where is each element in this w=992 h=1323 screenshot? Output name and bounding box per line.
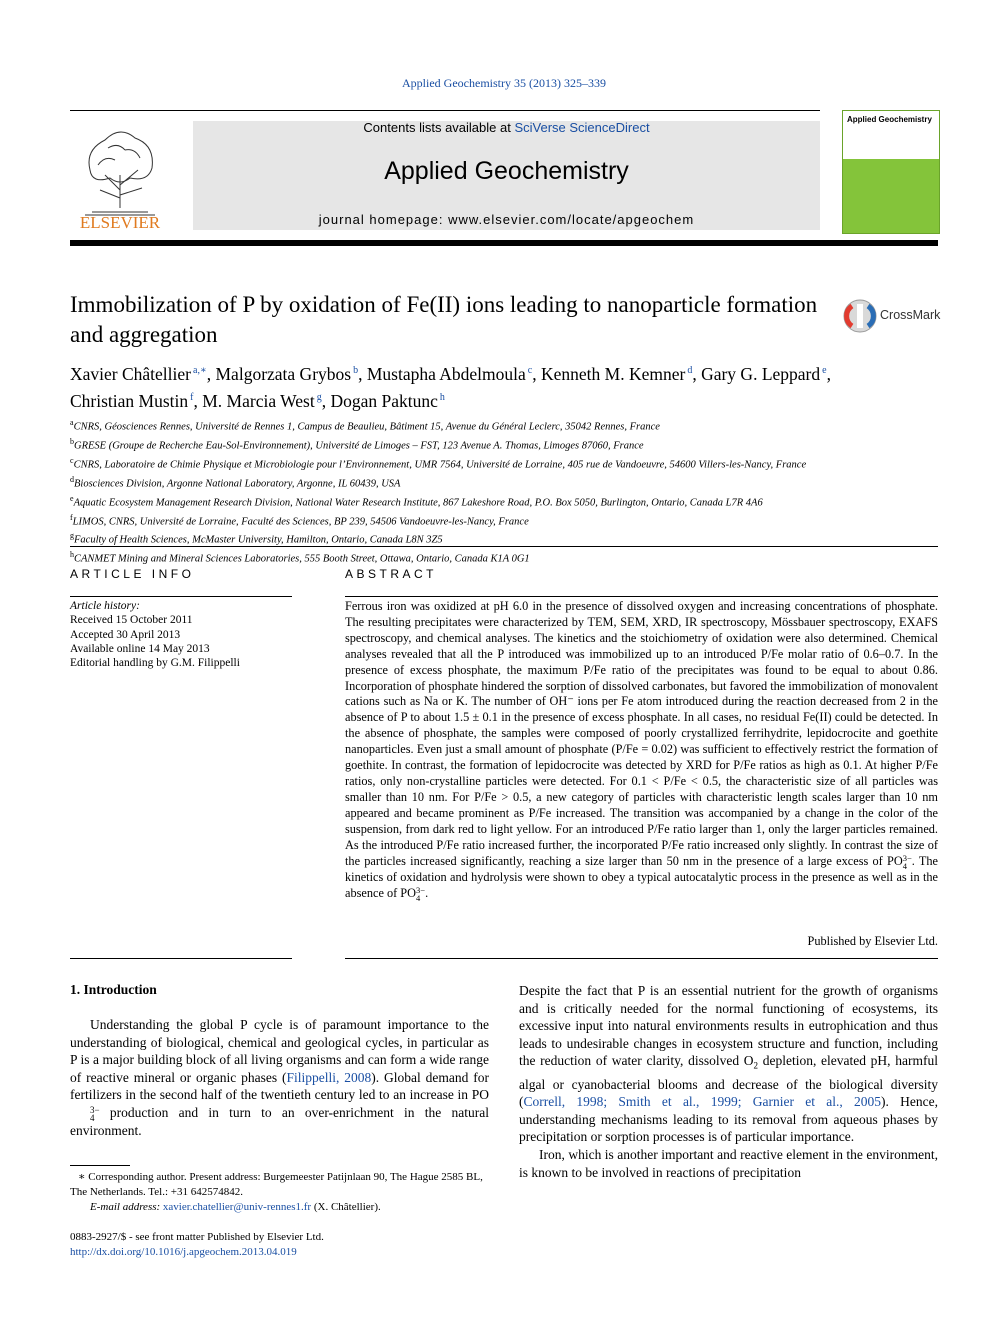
front-matter — [70, 1230, 490, 1260]
email-link[interactable]: xavier.chatellier@univ-rennes1.fr — [162, 1201, 312, 1213]
reference-link[interactable]: Filippelli, 2008 — [286, 1069, 372, 1085]
corresponding-author-footnote: ∗ Corresponding author. Present address: Burgemeester Patijnlaan 90, The Hague 2585 BL, The Netherlands. Tel.: +31 642574842. E-mail address: xavier.chatellier@univ-rennes1.fr (X. Châtellier). — [70, 1171, 483, 1213]
affiliation-marker: c — [70, 455, 74, 465]
author-affiliation-marker[interactable]: f — [190, 391, 194, 403]
affiliation-text: Faculty of Health Sciences, McMaster University, Hamilton, Ontario, Canada L8N 3Z5 — [74, 534, 443, 546]
affiliation-item — [70, 548, 940, 567]
affiliation-item — [70, 416, 940, 435]
info-rule — [70, 596, 292, 597]
affiliation-item — [70, 492, 940, 511]
affiliation-text: CNRS, Laboratoire de Chimie Physique et Microbiologie pour l’Environnement, UMR 7564, Université de Lorraine, 405 rue de Vandoeuvre, 54600 Villers-les-Nancy, France — [73, 459, 807, 471]
affiliation-list — [70, 416, 940, 567]
contents-prefix: Contents lists available at — [363, 120, 515, 135]
author-affiliation-marker[interactable]: h — [439, 391, 445, 403]
abstract-heading: ABSTRACT — [345, 567, 438, 581]
affiliation-text: Biosciences Division, Argonne National Laboratory, Argonne, IL 60439, USA — [74, 478, 401, 490]
affiliation-text: CNRS, Géosciences Rennes, Université de Rennes 1, Campus de Beaulieu, Bâtiment 15, Avenue du Général Leclerc, 35042 Rennes, France — [73, 421, 660, 433]
affiliation-item — [70, 435, 940, 454]
intro-column-2 — [519, 982, 938, 1181]
affiliation-marker: f — [70, 512, 73, 522]
accepted-date: Accepted 30 April 2013 — [70, 628, 181, 641]
elsevier-wordmark: ELSEVIER — [79, 213, 161, 232]
affiliation-marker: h — [70, 550, 74, 560]
po4-script: 3− 4 — [416, 884, 426, 903]
affiliation-marker: a — [70, 418, 74, 427]
affiliation-marker: d — [70, 474, 74, 484]
elsevier-tree-logo — [70, 120, 170, 232]
author-separator: , — [826, 363, 831, 384]
intro-paragraph-3: Iron, which is another important and reactive element in the environment, is known to be involved in reactions of precipitation — [519, 1147, 938, 1180]
author-separator: , — [206, 363, 216, 384]
online-date: Available online 14 May 2013 — [70, 642, 210, 655]
author-name[interactable]: Dogan Paktunc — [330, 390, 438, 411]
affiliation-item — [70, 473, 940, 492]
author-separator: , — [358, 363, 367, 384]
author-name[interactable]: Gary G. Leppard — [701, 363, 821, 384]
abstract-part-1: Ferrous iron was oxidized at pH 6.0 in the presence of dissolved oxygen and increasing concentrations of phosphate. The resulting precipitates were characterized by TEM, SEM, XRD, IR spectroscopy, Mössbauer spectroscopy, EXAFS spectroscopy, and chemical analyses. The kinetics and the stoichiometry of oxidation were also determined. Chemical analyses revealed that all the P introduced was immobilized up to an introduced P/Fe molar ratio of 0.6–0.7. In the presence of excess phosphate, the maximum P/Fe ratio of the precipitates was found to be equal to about 0.86. Incorporation of phosphate hindered the sorption of dissolved carbonates, but favored the immobilization of monovalent cations such as Na or K. The number of OH⁻ ions per Fe atom introduced during the reaction decreased from 2 in the absence of P to about 1.5 ± 0.1 in the presence of excess phosphate. In all cases, no residual Fe(II) could be detected. In the absence of phosphate, the samples were composed of poorly crystallized ferrihydrite, lepidocrocite and goethite nanoparticles. Even just a small amount of phosphate (P/Fe = 0.02) was sufficient to effectively restrict the formation of goethite. In contrast, the formation of lepidocrocite was detected by XRD for P/Fe ratios as high as 0.1. At higher P/Fe ratios, only non-crystalline particles were detected. For 0.1 < P/Fe < 0.5, the characteristic size of all particles was smaller than 10 nm. For P/Fe > 0.5, a new category of particles with characteristic length scales larger than 10 nm appeared and became prominent as P/Fe increased. The transition was accompanied by a change in the color of the suspension, from dark red to light yellow. For an introduced P/Fe ratio larger than 1, only the larger particles remained. As the introduced P/Fe ratio increased further, the incorporated P/Fe ratio increased only slightly. In contrast the size of the particles increased significantly, reaching a size larger than 50 nm in the presence of a large excess of PO — [345, 599, 938, 868]
abstract-rule-bottom — [345, 958, 938, 959]
contents-line — [193, 120, 820, 135]
author-affiliation-marker[interactable]: b — [353, 365, 359, 376]
journal-cover-thumbnail[interactable] — [842, 110, 940, 234]
author-name[interactable]: Mustapha Abdelmoula — [366, 363, 526, 384]
published-by: Published by Elsevier Ltd. — [807, 934, 938, 948]
abstract-part-2: . The kinetics of oxidation and hydrolysis were shown to obey a typical autocatalytic process in the presence as well as in the absence of PO — [345, 853, 938, 900]
affiliation-text: CANMET Mining and Mineral Sciences Laboratories, 555 Booth Street, Ottawa, Ontario, Canada K1A 0G1 — [74, 553, 530, 565]
editorial-handling: Editorial handling by G.M. Filippelli — [70, 657, 240, 670]
sciencedirect-link[interactable]: SciVerse ScienceDirect — [514, 120, 650, 135]
info-rule-bottom — [70, 958, 292, 959]
po4-script: 3− 4 — [902, 852, 912, 871]
author-name[interactable]: Kenneth M. Kemner — [540, 363, 686, 384]
article-title: Immobilization of P by oxidation of Fe(II) ions leading to nanoparticle formation and aggregation — [70, 292, 818, 347]
author-affiliation-marker[interactable]: g — [316, 391, 322, 403]
author-affiliation-marker[interactable]: e — [822, 365, 827, 376]
author-list — [70, 359, 940, 413]
author-separator: , — [321, 390, 331, 411]
abstract-rule — [345, 596, 938, 597]
cover-header — [843, 111, 939, 159]
affiliation-marker: g — [70, 531, 74, 541]
intro-paragraph-2: Despite the fact that P is an essential nutrient for the growth of organisms and is critically needed for the normal functioning of ecosystems, its excessive input into natural environments results in eutrophication and thus leads to undesirable changes in ecosystem structure and function, including the reduction of water clarity, dissolved $O_2$ depletion, elevated pH, harmful algal or cyanobacterial blooms and decrease of the biological diversity (Correll, 1998; Smith et al., 1999; Garnier et al., 2005). Hence, understanding mechanisms leading to its removal from aqueous phases by precipitation or sorption processes is of particular importance. — [519, 983, 938, 1145]
cover-title: Applied Geochemistry — [847, 115, 932, 124]
issn-line: 0883-2927/$ - see front matter Published by Elsevier Ltd. — [70, 1231, 324, 1243]
header-rule — [70, 110, 820, 111]
affiliation-marker: b — [70, 436, 74, 446]
affiliation-item — [70, 511, 940, 530]
author-name[interactable]: Christian Mustin — [70, 390, 189, 411]
author-name[interactable]: Xavier Châtellier — [70, 363, 191, 384]
journal-homepage[interactable]: journal homepage: www.elsevier.com/locate/apgeochem — [318, 212, 695, 227]
journal-citation[interactable]: Applied Geochemistry 35 (2013) 325–339 — [402, 76, 606, 90]
section-heading-introduction: 1. Introduction — [70, 982, 157, 997]
crossmark-icon — [842, 298, 878, 334]
article-info-heading: ARTICLE INFO — [70, 567, 195, 581]
article-history — [70, 599, 295, 670]
abstract-part-3: . — [425, 885, 429, 900]
po4-script: 3− 4 — [90, 1104, 100, 1123]
affiliation-text: LIMOS, CNRS, Université de Lorraine, Faculté des Sciences, BP 239, 54506 Vandoeuvre-les-Nancy, France — [72, 516, 529, 528]
doi-link[interactable]: http://dx.doi.org/10.1016/j.apgeochem.2013.04.019 — [70, 1246, 297, 1258]
affiliation-item — [70, 454, 940, 473]
thick-divider — [70, 240, 938, 246]
author-affiliation-marker[interactable]: c — [527, 365, 533, 376]
footnote-rule — [70, 1165, 130, 1166]
author-separator: , — [692, 363, 702, 384]
section-divider — [70, 546, 938, 547]
author-separator: , — [532, 363, 541, 384]
received-date: Received 15 October 2011 — [70, 614, 193, 627]
author-name[interactable]: Malgorzata Grybos — [215, 363, 352, 384]
author-name[interactable]: M. Marcia West — [202, 390, 315, 411]
intro-paragraph-1: Understanding the global P cycle is of paramount importance to the understanding of biological, chemical and geological cycles, in particular as P is a major building block of all living organisms and can form a wide range of reactive mineral or organic phases (Filippelli, 2008). Global demand for fertilizers in the second half of the twentieth century led to an increase in PO 3− 4 production and in turn to an over-enrichment in the natural environment. — [70, 1017, 489, 1138]
crossmark-badge[interactable] — [842, 296, 942, 336]
crossmark-label: CrossMark — [880, 308, 941, 322]
affiliation-marker: e — [70, 493, 74, 503]
abstract-text — [345, 599, 938, 902]
author-affiliation-marker[interactable]: a,∗ — [193, 365, 207, 376]
affiliation-text: GRESE (Groupe de Recherche Eau-Sol-Environnement), Université de Limoges – FST, 123 Avenue A. Thomas, Limoges 87060, France — [74, 440, 644, 452]
journal-name: Applied Geochemistry — [384, 157, 629, 185]
author-separator: , — [193, 390, 203, 411]
history-label: Article history: — [70, 600, 140, 612]
affiliation-text: Aquatic Ecosystem Management Research Division, National Water Research Institute, 867 Lakeshore Road, P.O. Box 5050, Burlington, Ontario, Canada L7R 4A6 — [73, 497, 763, 509]
author-affiliation-marker[interactable]: d — [687, 365, 693, 376]
reference-links[interactable]: Correll, 1998; Smith et al., 1999; Garnier et al., 2005 — [523, 1094, 881, 1110]
